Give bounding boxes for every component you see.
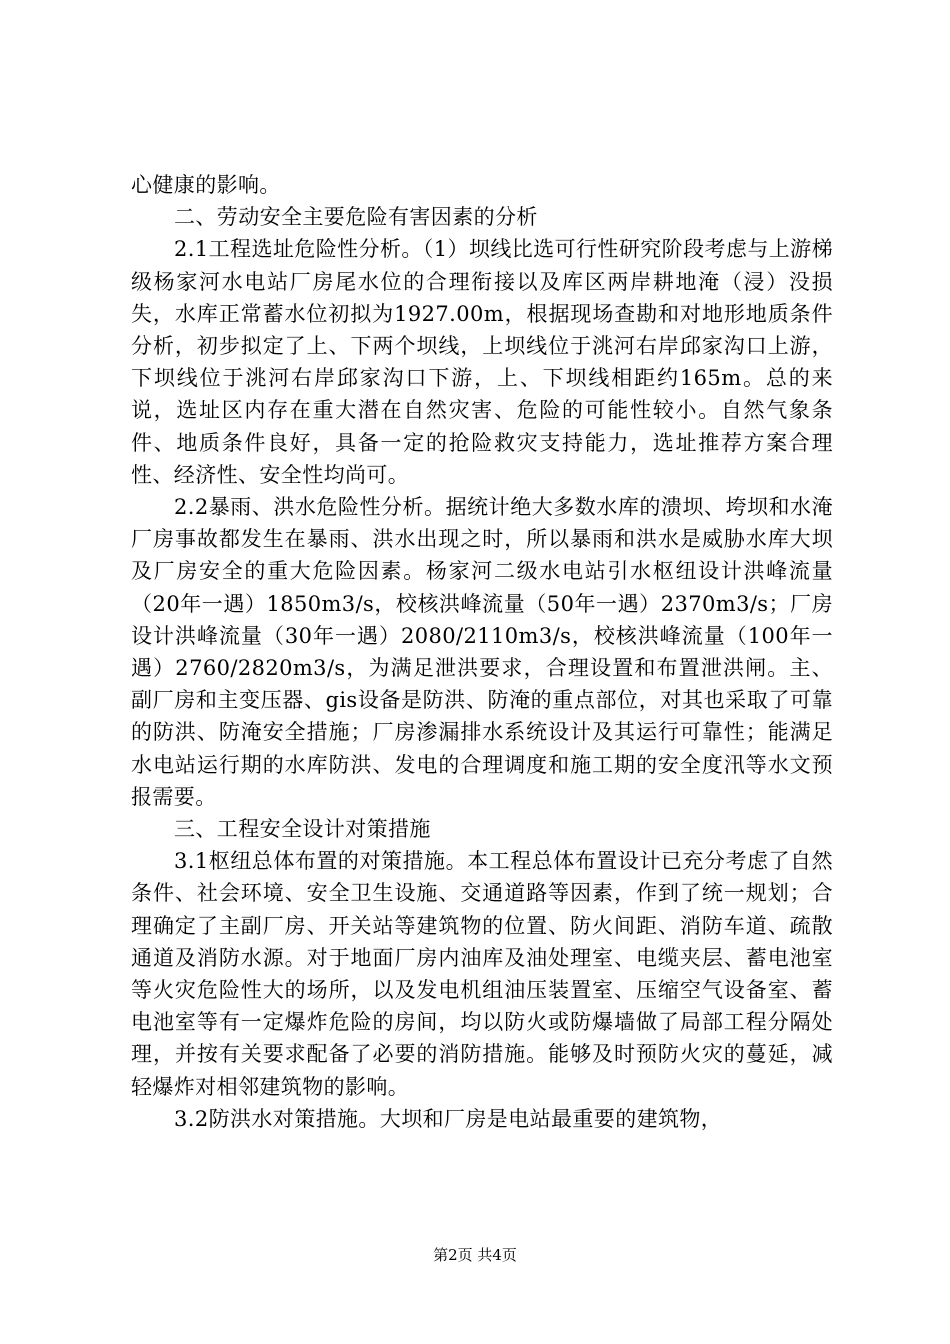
- paragraph-2-2: 2.2暴雨、洪水危险性分析。据统计绝大多数水库的溃坝、垮坝和水淹厂房事故都发生在暴雨、洪水出现之时，所以暴雨和洪水是威胁水库大坝及厂房安全的重大危险因素。杨家河二级水电站引水枢纽设计洪峰流量（20年一遇）1850m3/s，校核洪峰流量（50年一遇）2370m3/s；厂房设计洪峰流量（30年一遇）2080/2110m3/s，校核洪峰流量（100年一遇）2760/2820m3/s，为满足泄洪要求，合理设置和布置泄洪闸。主、副厂房和主变压器、gis设备是防洪、防淹的重点部位，对其也采取了可靠的防洪、防淹安全措施；厂房渗漏排水系统设计及其运行可靠性；能满足水电站运行期的水库防洪、发电的合理调度和施工期的安全度汛等水文预报需要。: [131, 495, 833, 809]
- paragraph-3-1: 3.1枢纽总体布置的对策措施。本工程总体布置设计已充分考虑了自然条件、社会环境、安全卫生设施、交通道路等因素，作到了统一规划；合理确定了主副厂房、开关站等建筑物的位置、防火间距、消防车道、疏散通道及消防水源。对于地面厂房内油库及油处理室、电缆夹层、蓄电池室等火灾危险性大的场所，以及发电机组油压装置室、压缩空气设备室、蓄电池室等有一定爆炸危险的房间，均以防火或防爆墙做了局部工程分隔处理，并按有关要求配备了必要的消防措施。能够及时预防火灾的蔓延，减轻爆炸对相邻建筑物的影响。: [131, 849, 833, 1099]
- paragraph-continuation: 心健康的影响。: [131, 173, 281, 197]
- paragraph-3-2: 3.2防洪水对策措施。大坝和厂房是电站最重要的建筑物，: [174, 1106, 723, 1131]
- paragraph-2-1: 2.1工程选址危险性分析。（1）坝线比选可行性研究阶段考虑与上游梯级杨家河水电站厂房尾水位的合理衔接以及库区两岸耕地淹（浸）没损失，水库正常蓄水位初拟为1927.00m，根据现场查勘和对地形地质条件分析，初步拟定了上、下两个坝线，上坝线位于洮河右岸邱家沟口上游，下坝线位于洮河右岸邱家沟口下游，上、下坝线相距约165m。总的来说，选址区内存在重大潜在自然灾害、危险的可能性较小。自然气象条件、地质条件良好，具备一定的抢险救灾支持能力，选址推荐方案合理性、经济性、安全性均尚可。: [131, 237, 833, 487]
- document-body: [131, 169, 833, 1135]
- section-heading-3: 三、工程安全设计对策措施: [174, 817, 431, 842]
- section-heading-2: 二、劳动安全主要危险有害因素的分析: [174, 205, 538, 230]
- page-footer: 第2页 共4页: [433, 1246, 517, 1264]
